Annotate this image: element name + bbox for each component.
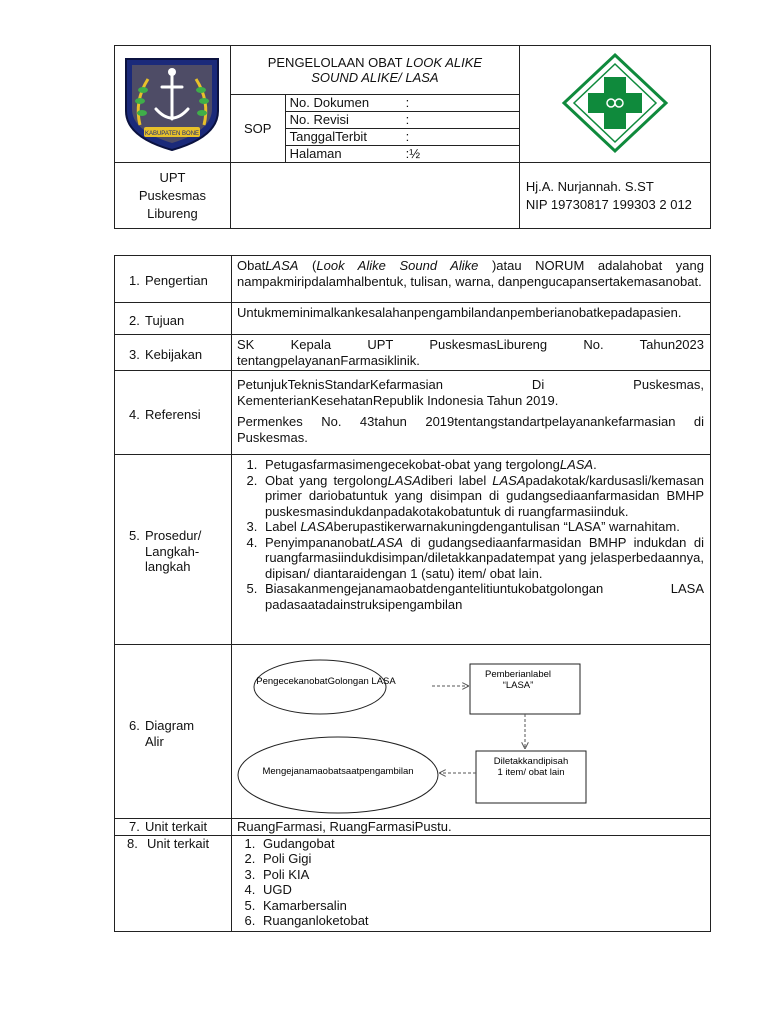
section-content-prosedur bbox=[232, 455, 711, 645]
section-content-referensi: PetunjukTeknisStandarKefarmasian Di Puskesmas, KementerianKesehatanRepublik Indonesia Tahun 2019. Permenkes No. 43tahun 2019tentangstandartpelayanankefarmasian di Puskesmas. bbox=[232, 371, 711, 455]
section-content-tujuan: Untukmeminimalkankesalahanpengambilandanpemberianobatkepadapasien. bbox=[232, 303, 711, 335]
svg-text:“LASA”: “LASA” bbox=[502, 680, 534, 691]
section-label-unit-terkait-2: 8. Unit terkait bbox=[115, 835, 232, 931]
flow-node-mengeja-label: Mengejanamaobatsaatpengambilan bbox=[262, 766, 414, 777]
list-item: 1. Petugasfarmasimengecekobat-obat yang tergolongLASA. bbox=[261, 457, 704, 473]
flow-node-pengecekan-label: PengecekanobatGolongan LASA bbox=[256, 676, 396, 687]
section-content-diagram bbox=[232, 645, 711, 819]
signer-nip: NIP 19730817 199303 2 012 bbox=[525, 196, 692, 212]
list-item: 3. Poli KIA bbox=[259, 867, 704, 883]
kabupaten-bone-emblem-icon bbox=[118, 53, 226, 153]
section-content-unit-list bbox=[232, 835, 711, 931]
doc-info-row: No. Dokumen : bbox=[286, 95, 519, 112]
doc-info-row: No. Revisi : bbox=[286, 112, 519, 129]
list-item: 4. UGD bbox=[259, 882, 704, 898]
list-item: 2. Poli Gigi bbox=[259, 851, 704, 867]
section-content-unit-terkait: RuangFarmasi, RuangFarmasiPustu. bbox=[232, 819, 711, 836]
section-content-kebijakan: SK Kepala UPT PuskesmasLibureng No. Tahun2023 tentangpelayananFarmasiklinik. bbox=[232, 335, 711, 371]
unit-name: UPT Puskesmas Libureng bbox=[115, 163, 231, 229]
list-item: 4. PenyimpananobatLASA di gudangsediaanfarmasidan BMHP indukdan di ruangfarmasiindukdisimpan/diletakkanpadatempat yang jelasperbedaannya, dipisan/ diantaraidengan 1 (satu) item/ obat lain. bbox=[261, 535, 704, 582]
list-item: 6. Ruanganloketobat bbox=[259, 913, 704, 929]
section-label-referensi: 4. Referensi bbox=[115, 371, 232, 455]
document-info bbox=[285, 95, 519, 163]
sop-label: SOP bbox=[230, 95, 285, 163]
empty-cell bbox=[230, 163, 519, 229]
emblem-banner-text: KABUPATEN BONE bbox=[145, 130, 200, 137]
section-label-prosedur: 5. Prosedur/ Langkah- langkah bbox=[115, 455, 232, 645]
list-item: 5. Biasakanmengejanamaobatdengantelitiuntukobatgolongan LASA padasaatadainstruksipengambilan bbox=[261, 581, 704, 612]
puskesmas-logo-icon bbox=[560, 51, 670, 155]
sop-content-table bbox=[114, 255, 711, 932]
section-label-kebijakan: 3. Kebijakan bbox=[115, 335, 232, 371]
left-logo-cell bbox=[115, 46, 231, 163]
section-label-tujuan: 2. Tujuan bbox=[115, 303, 232, 335]
doc-info-row: TanggalTerbit : bbox=[286, 129, 519, 146]
flow-diagram bbox=[232, 645, 710, 817]
signer-block bbox=[519, 163, 710, 229]
header-table bbox=[114, 45, 711, 229]
section-label-pengertian: 1. Pengertian bbox=[115, 256, 232, 303]
flow-node-pengecekan bbox=[254, 660, 386, 714]
svg-text:1 item/ obat lain: 1 item/ obat lain bbox=[497, 767, 565, 778]
svg-text:Diletakkandipisah: Diletakkandipisah bbox=[493, 756, 569, 767]
section-label-unit-terkait: 7. Unit terkait bbox=[115, 819, 232, 836]
signer-name: Hj.A. Nurjannah. S.ST bbox=[525, 178, 654, 194]
right-logo-cell bbox=[519, 46, 710, 163]
list-item: 2. Obat yang tergolongLASAdiberi label LASApadakotak/kardusasli/kemasan primer dariobatuntuk yang disimpan di gudangsediaanfarmasidan BMHP puskesmasindukdanpadakotakobatuntuk di ruangfarmasiinduk. bbox=[261, 473, 704, 520]
list-item: 5. Kamarbersalin bbox=[259, 898, 704, 914]
svg-text:Pemberianlabel: Pemberianlabel bbox=[484, 669, 552, 680]
list-item: 3. Label LASAberupastikerwarnakuningdengantulisan “LASA” warnahitam. bbox=[261, 519, 704, 535]
list-item: 1. Gudangobat bbox=[259, 836, 704, 852]
section-content-pengertian: ObatLASA (Look Alike Sound Alike )atau NORUM adalahobat yang nampakmiripdalamhalbentuk, tulisan, warna, danpengucapansertakemasanobat. bbox=[232, 256, 711, 303]
section-label-diagram: 6. Diagram Alir bbox=[115, 645, 232, 819]
document-title: PENGELOLAAN OBAT LOOK ALIKE SOUND ALIKE/ LASA bbox=[230, 46, 519, 95]
doc-info-row: Halaman :½ bbox=[289, 146, 421, 161]
